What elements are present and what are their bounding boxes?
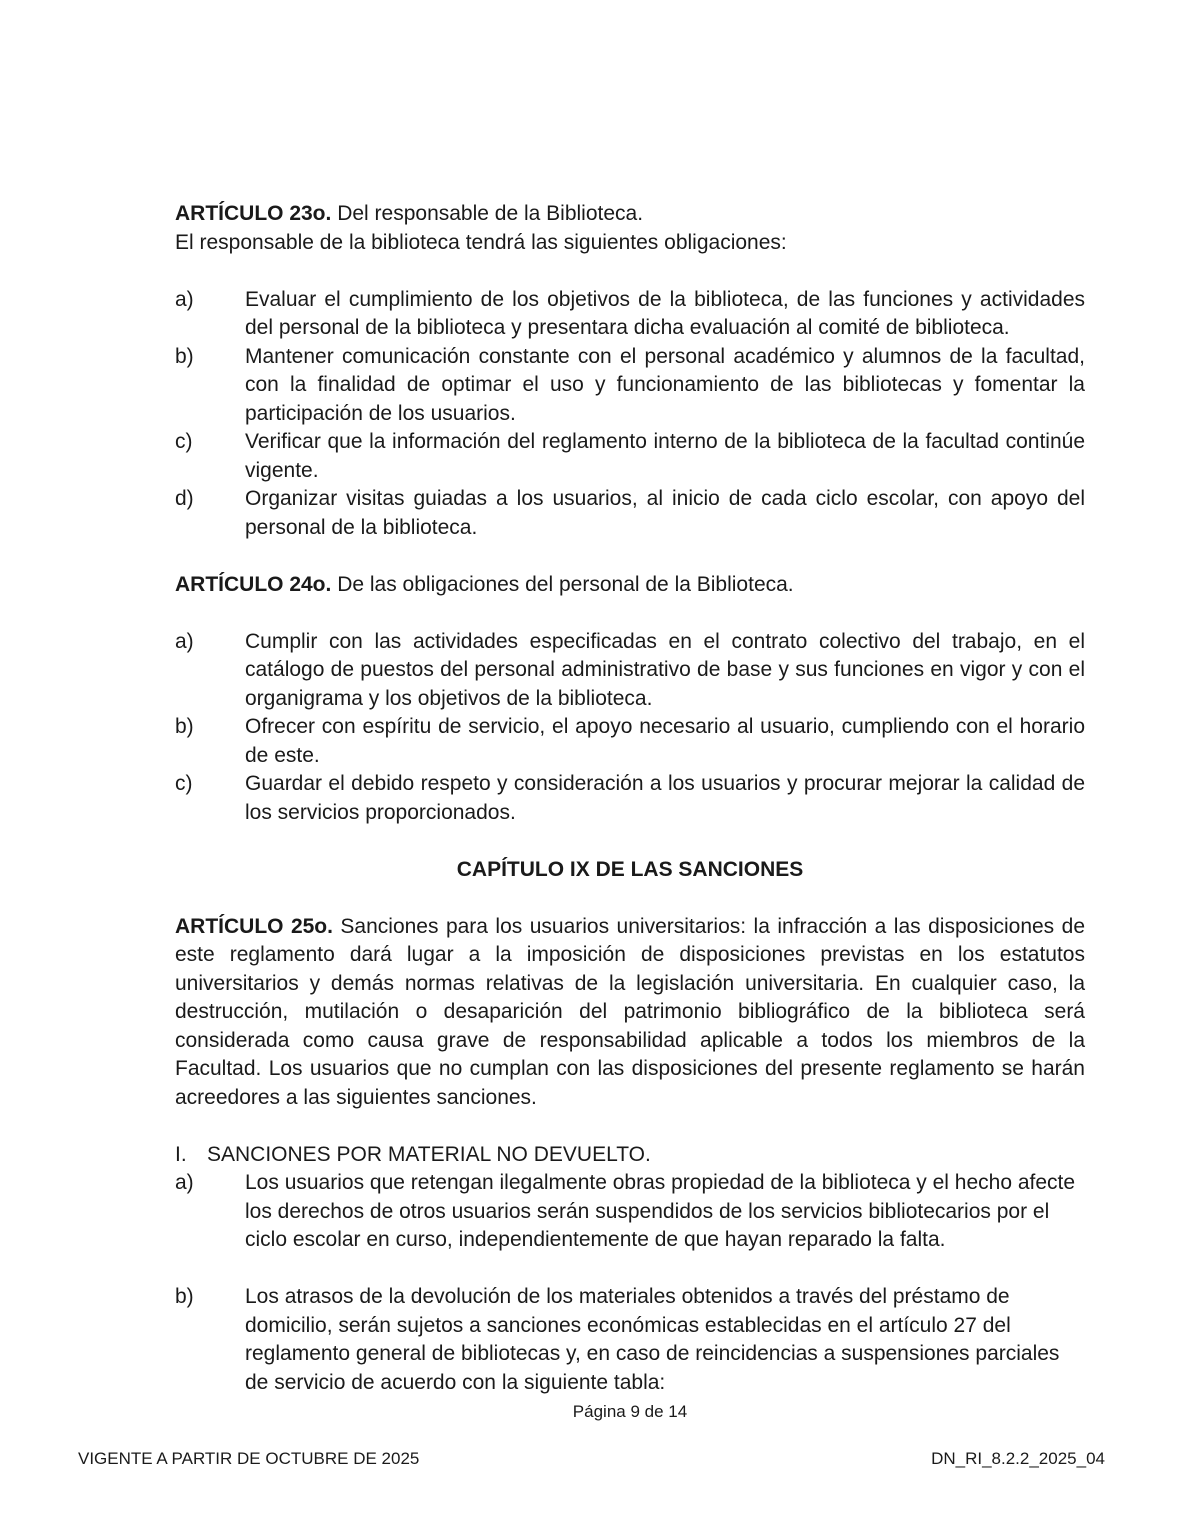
list-item bbox=[175, 1283, 1085, 1397]
chapter-heading: CAPÍTULO IX DE LAS SANCIONES bbox=[456, 857, 804, 881]
article-23-heading bbox=[175, 200, 1085, 229]
section-1-marker: I. bbox=[175, 1142, 187, 1166]
article-23-number: ARTÍCULO 23o. bbox=[175, 202, 332, 225]
article-23-list bbox=[175, 286, 1085, 543]
list-item-marker: c) bbox=[175, 772, 193, 795]
list-item-text: Verificar que la información del reglamento interno de la biblioteca de la facultad continúe vigente. bbox=[245, 430, 1085, 482]
list-item-marker: d) bbox=[175, 487, 194, 510]
list-item-text: Los usuarios que retengan ilegalmente obras propiedad de la biblioteca y el hecho afecte los derechos de otros usuarios serán suspendidos de los servicios bibliotecarios por el ciclo escolar en curso, independientemente de que hayan reparado la falta. bbox=[245, 1171, 1076, 1251]
list-item bbox=[175, 485, 1085, 542]
list-item-marker: a) bbox=[175, 1171, 194, 1194]
article-24-title: De las obligaciones del personal de la Biblioteca. bbox=[337, 572, 794, 596]
list-item-text: Los atrasos de la devolución de los materiales obtenidos a través del préstamo de domicilio, serán sujetos a sanciones económicas establecidas en el artículo 27 del reglamento general de bibliotecas y, en caso de reincidencias a suspensiones parciales de servicio de acuerdo con la siguiente tabla: bbox=[245, 1285, 1060, 1394]
list-item-text: Guardar el debido respeto y consideración a los usuarios y procurar mejorar la calidad de los servicios proporcionados. bbox=[245, 772, 1085, 824]
list-item-marker: c) bbox=[175, 430, 193, 453]
list-item-text: Cumplir con las actividades especificadas en el contrato colectivo del trabajo, en el catálogo de puestos del personal administrativo de base y sus funciones en vigor y con el organigrama y los objetivos de la biblioteca. bbox=[245, 629, 1085, 710]
list-item bbox=[175, 286, 1085, 343]
list-item-marker: b) bbox=[175, 344, 194, 368]
footer-effective-date: VIGENTE A PARTIR DE OCTUBRE DE 2025 bbox=[78, 1449, 420, 1468]
list-item bbox=[175, 628, 1085, 714]
page-number: Página 9 de 14 bbox=[572, 1402, 688, 1421]
list-item bbox=[175, 1169, 1085, 1255]
article-24-heading bbox=[175, 571, 1085, 600]
article-24-number: ARTÍCULO 24o. bbox=[175, 572, 332, 596]
article-24-list bbox=[175, 628, 1085, 828]
document-body bbox=[175, 200, 1085, 1423]
article-23-title: Del responsable de la Biblioteca. bbox=[337, 202, 644, 225]
list-item-text: Ofrecer con espíritu de servicio, el apoyo necesario al usuario, cumpliendo con el horario de este. bbox=[245, 715, 1085, 767]
section-1-heading bbox=[175, 1141, 1085, 1170]
list-item-marker: b) bbox=[175, 715, 194, 738]
article-25-body: Sanciones para los usuarios universitarios: la infracción a las disposiciones de este reglamento dará lugar a la imposición de disposiciones previstas en los estatutos universitarios y demás normas relativas de la legislación universitaria. En cualquier caso, la destrucción, mutilación o desaparición del patrimonio bibliográfico de la biblioteca será considerada como causa grave de responsabilidad aplicable a todos los miembros de la Facultad. Los usuarios que no cumplan con las disposiciones del presente reglamento se harán acreedores a las siguientes sanciones. bbox=[175, 914, 1085, 1109]
list-item-text: Organizar visitas guiadas a los usuarios, al inicio de cada ciclo escolar, con apoyo del personal de la biblioteca. bbox=[245, 487, 1085, 539]
section-1-title: SANCIONES POR MATERIAL NO DEVUELTO. bbox=[207, 1142, 651, 1166]
list-item bbox=[175, 428, 1085, 485]
list-item-text: Evaluar el cumplimiento de los objetivos de la biblioteca, de las funciones y actividades del personal de la biblioteca y presentara dicha evaluación al comité de biblioteca. bbox=[245, 287, 1085, 339]
article-25-paragraph bbox=[175, 913, 1085, 1113]
list-item bbox=[175, 343, 1085, 429]
list-item-marker: a) bbox=[175, 287, 194, 311]
list-item bbox=[175, 713, 1085, 770]
list-item-text: Mantener comunicación constante con el personal académico y alumnos de la facultad, con la finalidad de optimar el uso y funcionamiento de las bibliotecas y fomentar la participación de los usuarios. bbox=[245, 344, 1085, 425]
list-item bbox=[175, 770, 1085, 827]
list-item-marker: a) bbox=[175, 629, 194, 653]
list-item-marker: b) bbox=[175, 1285, 194, 1308]
article-25-number: ARTÍCULO 25o. bbox=[175, 914, 333, 938]
footer-document-code: DN_RI_8.2.2_2025_04 bbox=[931, 1449, 1105, 1468]
article-23-intro: El responsable de la biblioteca tendrá las siguientes obligaciones: bbox=[175, 230, 787, 254]
